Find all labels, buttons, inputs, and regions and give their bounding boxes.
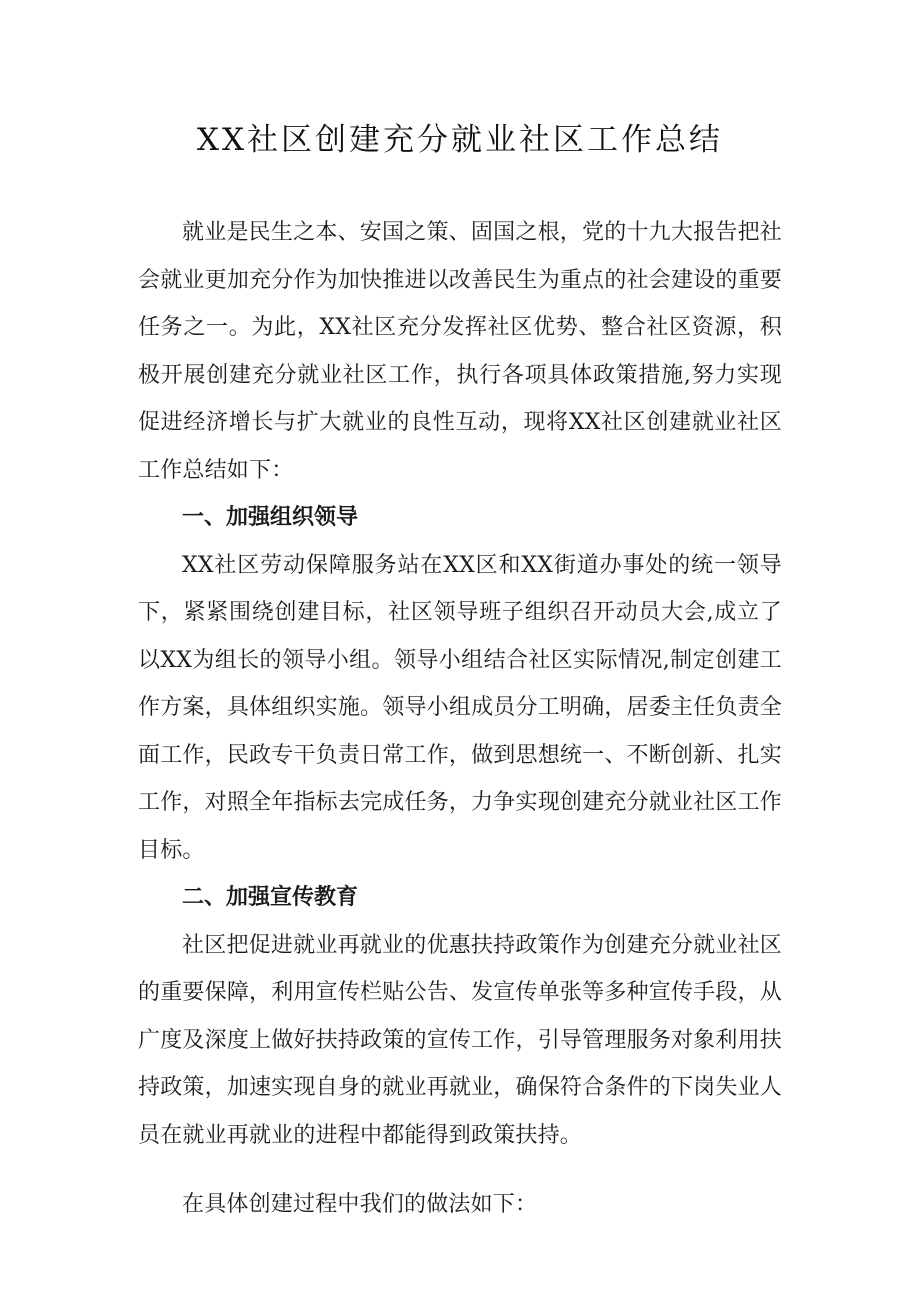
closing-paragraph: 在具体创建过程中我们的做法如下： [182, 1192, 538, 1217]
intro-paragraph: 就业是民生之本、安国之策、固国之根，党的十九大报告把社会就业更加充分作为加快推进以改善民生为重点的社会建设的重要任务之一。为此，XX社区充分发挥社区优势、整合社区资源，积极开展创建充分就业社区工作，执行各项具体政策措施,努力实现促进经济增长与扩大就业的良性互动，现将XX社区创建就业社区工作总结如下： [138, 220, 782, 483]
section-body-organization: XX社区劳动保障服务站在XX区和XX街道办事处的统一领导下，紧紧围绕创建目标，社区领导班子组织召开动员大会,成立了以XX为组长的领导小组。领导小组结合社区实际情况,制定创建工作方案，具体组织实施。领导小组成员分工明确，居委主任负责全面工作，民政专干负责日常工作，做到思想统一、不断创新、扎实工作，对照全年指标去完成任务，力争实现创建充分就业社区工作目标。 [138, 552, 782, 863]
section-heading-organization: 一、加强组织领导 [182, 505, 359, 530]
section-body-publicity: 社区把促进就业再就业的优惠扶持政策作为创建充分就业社区的重要保障，利用宣传栏贴公告、发宣传单张等多种宣传手段，从广度及深度上做好扶持政策的宣传工作，引导管理服务对象利用扶持政策，加速实现自身的就业再就业，确保符合条件的下岗失业人员在就业再就业的进程中都能得到政策扶持。 [138, 932, 782, 1148]
section-heading-publicity: 二、加强宣传教育 [182, 885, 359, 910]
document-title: XX社区创建充分就业社区工作总结 [196, 122, 724, 158]
